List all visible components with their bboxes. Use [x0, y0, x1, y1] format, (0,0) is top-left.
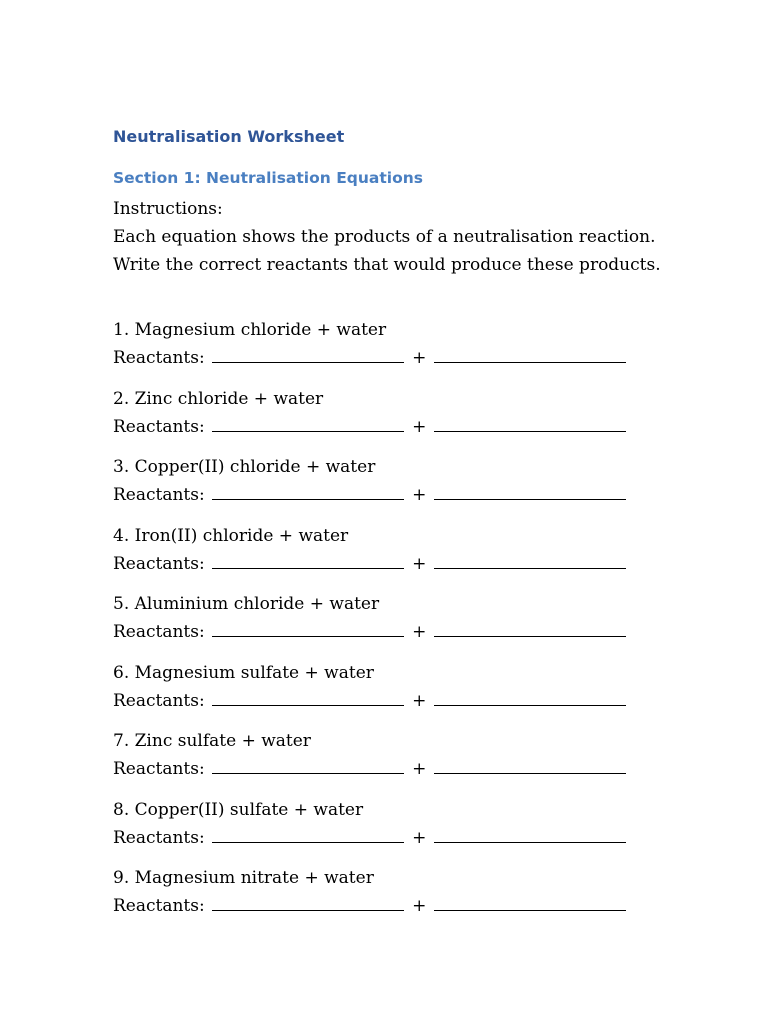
answer-blank[interactable] [212, 483, 404, 500]
answer-blank[interactable] [434, 620, 626, 637]
answer-blank[interactable] [212, 552, 404, 569]
question-text: 2. Zinc chloride + water [113, 388, 324, 409]
reactants-line [113, 481, 713, 509]
plus-sign: + [412, 485, 427, 505]
section-heading: Section 1: Neutralisation Equations [113, 169, 423, 187]
question-item [113, 590, 713, 646]
plus-sign: + [412, 827, 427, 848]
question-text: 1. Magnesium chloride + water [113, 320, 387, 340]
plus-sign: + [412, 348, 427, 368]
question-item [113, 316, 713, 372]
question-text: 9. Magnesium nitrate + water [113, 868, 374, 888]
answer-blank[interactable] [434, 415, 626, 432]
question-text: 8. Copper(II) sulfate + water [113, 799, 364, 820]
reactants-label: Reactants: [113, 827, 205, 848]
question-item [113, 522, 713, 578]
reactants-line [113, 413, 713, 441]
answer-blank[interactable] [434, 483, 626, 500]
question-text: 7. Zinc sulfate + water [113, 731, 311, 751]
answer-blank[interactable] [212, 894, 404, 911]
answer-blank[interactable] [212, 620, 404, 637]
answer-blank[interactable] [212, 415, 404, 432]
reactants-label: Reactants: [113, 553, 205, 574]
reactants-line [113, 892, 713, 920]
instructions-block [113, 195, 713, 279]
plus-sign: + [412, 759, 427, 779]
reactants-line [113, 755, 713, 783]
answer-blank[interactable] [434, 826, 626, 843]
question-text: 6. Magnesium sulfate + water [113, 662, 374, 683]
plus-sign: + [412, 416, 427, 437]
reactants-line [113, 618, 713, 646]
reactants-line [113, 824, 713, 852]
worksheet-content [113, 124, 713, 933]
reactants-line [113, 687, 713, 715]
question-text: 3. Copper(II) chloride + water [113, 457, 376, 477]
answer-blank[interactable] [434, 689, 626, 706]
plus-sign: + [412, 553, 427, 574]
reactants-label: Reactants: [113, 622, 205, 642]
answer-blank[interactable] [434, 346, 626, 363]
question-item [113, 453, 713, 509]
document-title: Neutralisation Worksheet [113, 127, 345, 146]
question-item [113, 727, 713, 783]
answer-blank[interactable] [212, 757, 404, 774]
reactants-label: Reactants: [113, 348, 205, 368]
answer-blank[interactable] [212, 689, 404, 706]
answer-blank[interactable] [434, 552, 626, 569]
question-item [113, 385, 713, 441]
plus-sign: + [412, 896, 427, 916]
reactants-label: Reactants: [113, 896, 205, 916]
instructions-line: Write the correct reactants that would produce these products. [113, 255, 661, 275]
reactants-label: Reactants: [113, 416, 205, 437]
instructions-label: Instructions: [113, 199, 223, 219]
answer-blank[interactable] [212, 346, 404, 363]
answer-blank[interactable] [434, 757, 626, 774]
question-text: 4. Iron(II) chloride + water [113, 525, 349, 546]
instructions-line: Each equation shows the products of a neutralisation reaction. [113, 227, 656, 247]
reactants-line [113, 344, 713, 372]
reactants-label: Reactants: [113, 759, 205, 779]
question-item [113, 864, 713, 920]
plus-sign: + [412, 690, 427, 711]
plus-sign: + [412, 622, 427, 642]
questions-list [113, 316, 713, 920]
reactants-label: Reactants: [113, 485, 205, 505]
reactants-line [113, 550, 713, 578]
question-item [113, 796, 713, 852]
reactants-label: Reactants: [113, 690, 205, 711]
question-item [113, 659, 713, 715]
answer-blank[interactable] [212, 826, 404, 843]
question-text: 5. Aluminium chloride + water [113, 594, 380, 614]
answer-blank[interactable] [434, 894, 626, 911]
